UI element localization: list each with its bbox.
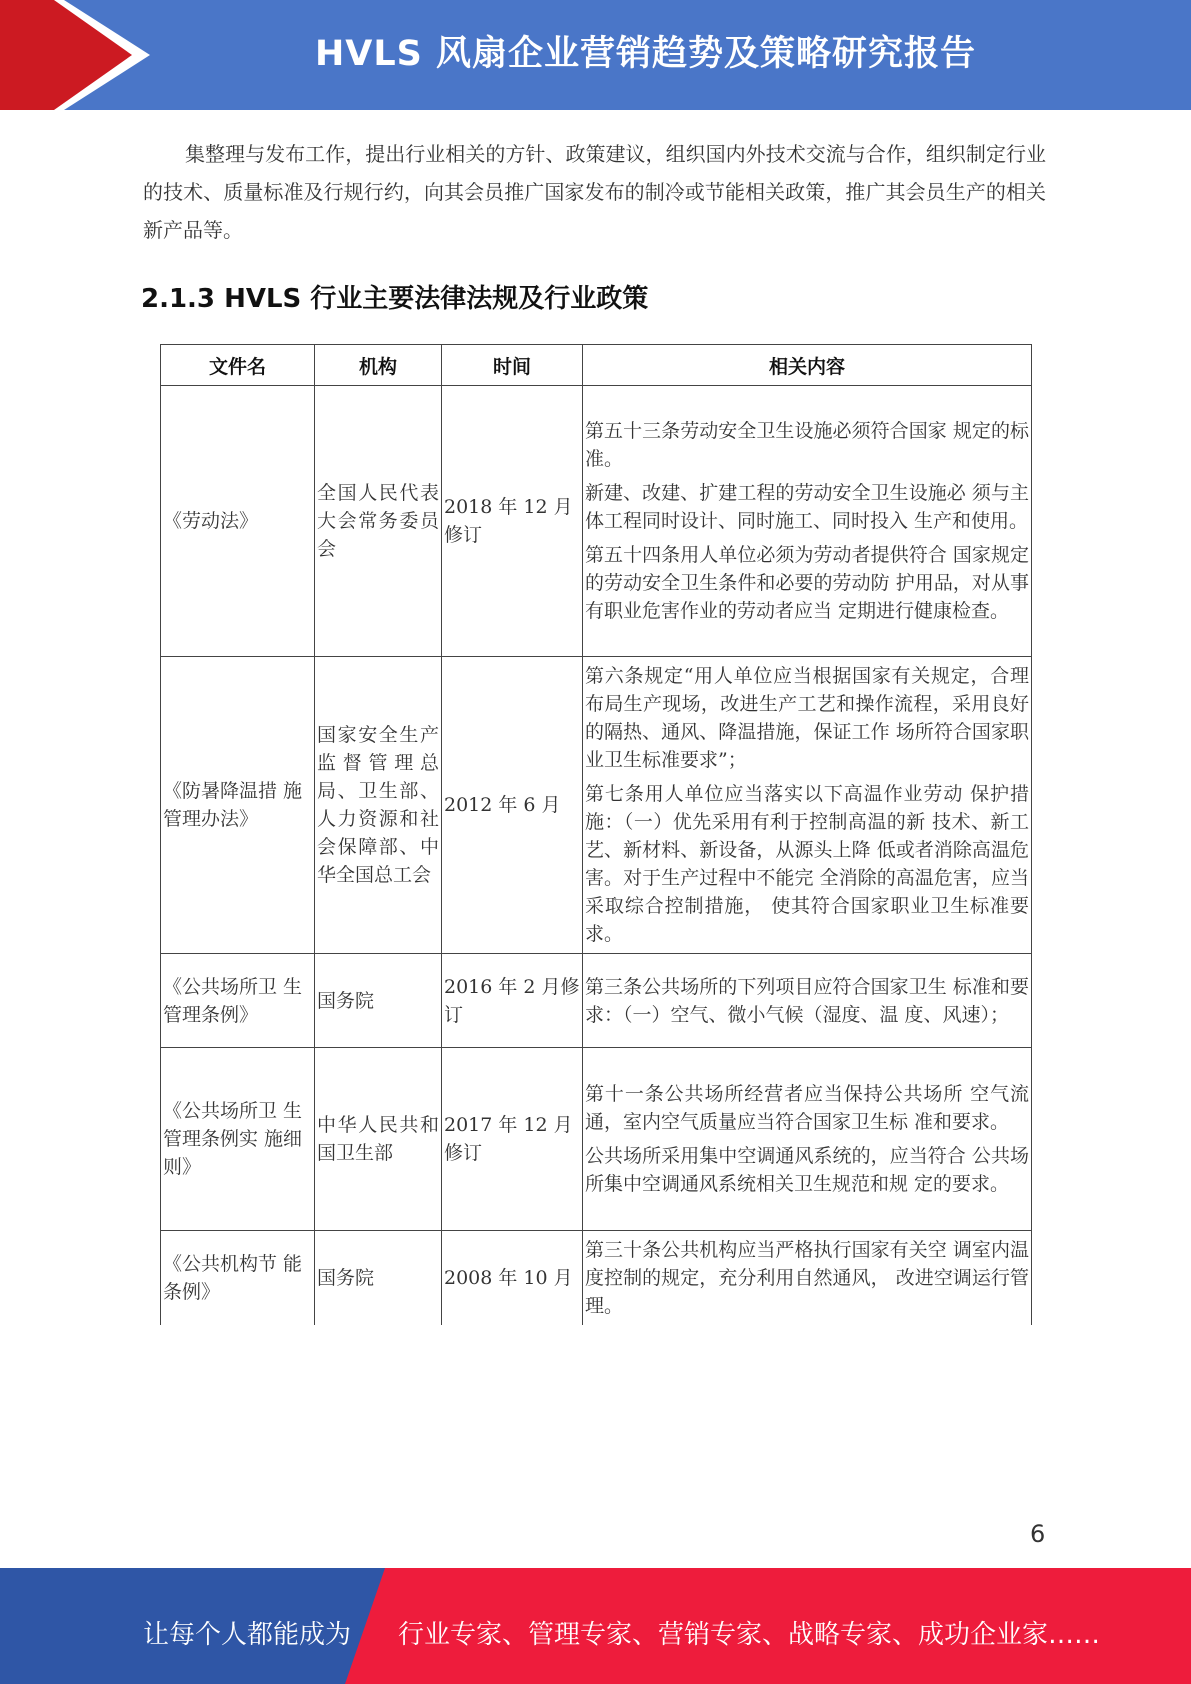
- cell-time: 2008 年 10 月: [442, 1231, 583, 1326]
- table-row: [161, 657, 1032, 954]
- table-header-row: [161, 345, 1032, 386]
- cell-doc: 《公共场所卫 生管理条例》: [161, 954, 315, 1048]
- content-paragraph: 第十一条公共场所经营者应当保持公共场所 空气流通，室内空气质量应当符合国家卫生标 准和要求。: [585, 1083, 1029, 1133]
- content-paragraph: 第三条公共场所的下列项目应符合国家卫生 标准和要求：（一）空气、微小气候（湿度、温 度、风速）；: [585, 975, 1029, 1026]
- cell-time: 2016 年 2 月修订: [442, 954, 583, 1048]
- cell-content: [583, 657, 1032, 954]
- cell-org: 国务院: [315, 1231, 442, 1326]
- column-header-time: 时间: [442, 345, 583, 386]
- content-paragraph: 第七条用人单位应当落实以下高温作业劳动 保护措施：（一）优先采用有利于控制高温的新 技术、新工艺、新材料、新设备，从源头上降 低或者消除高温危害。对于生产过程中不能完 全消除的高温危害，应当采取综合控制措施， 使其符合国家职业卫生标准要求。: [585, 783, 1029, 945]
- cell-org: 国家安全生产监督管理总局、卫生部、人力资源和社会保障部、中华全国总工会: [315, 657, 442, 954]
- section-heading: 2.1.3 HVLS 行业主要法律法规及行业政策: [141, 284, 649, 314]
- column-header-content: 相关内容: [583, 345, 1032, 386]
- table-row: [161, 1231, 1032, 1326]
- content-paragraph: 第五十四条用人单位必须为劳动者提供符合 国家规定的劳动安全卫生条件和必要的劳动防 护用品，对从事有职业危害作业的劳动者应当 定期进行健康检查。: [585, 544, 1029, 622]
- regulations-table: [160, 344, 1032, 1325]
- content-paragraph: 第五十三条劳动安全卫生设施必须符合国家 规定的标准。: [585, 420, 1029, 470]
- table-row: [161, 954, 1032, 1048]
- page-header: [0, 0, 1191, 110]
- table-row: [161, 386, 1032, 657]
- page-footer: [0, 1568, 1191, 1684]
- column-header-doc: 文件名: [161, 345, 315, 386]
- table-row: [161, 1048, 1032, 1231]
- report-title: HVLS 风扇企业营销趋势及策略研究报告: [314, 34, 977, 74]
- cell-content: [583, 1231, 1032, 1326]
- cell-content: [583, 386, 1032, 657]
- content-paragraph: 公共场所采用集中空调通风系统的，应当符合 公共场所集中空调通风系统相关卫生规范和规 定的要求。: [585, 1145, 1029, 1195]
- footer-slogan-left: 让每个人都能成为: [143, 1620, 352, 1650]
- intro-paragraph: 集整理与发布工作，提出行业相关的方针、政策建议，组织国内外技术交流与合作，组织制定行业的技术、质量标准及行规行约，向其会员推广国家发布的制冷或节能相关政策，推广其会员生产的相关新产品等。: [143, 142, 1046, 242]
- cell-doc: 《公共场所卫 生管理条例实 施细则》: [161, 1048, 315, 1231]
- cell-time: 2012 年 6 月: [442, 657, 583, 954]
- cell-time: 2017 年 12 月修订: [442, 1048, 583, 1231]
- cell-content: [583, 1048, 1032, 1231]
- content-paragraph: 新建、改建、扩建工程的劳动安全卫生设施必 须与主体工程同时设计、同时施工、同时投入 生产和使用。: [585, 482, 1029, 532]
- cell-doc: 《防暑降温措 施管理办法》: [161, 657, 315, 954]
- content-paragraph: 第六条规定“用人单位应当根据国家有关规定，合理布局生产现场，改进生产工艺和操作流程，采用良好的隔热、通风、降温措施，保证工作 场所符合国家职业卫生标准要求”；: [585, 665, 1029, 771]
- cell-org: 国务院: [315, 954, 442, 1048]
- cell-content: [583, 954, 1032, 1048]
- content-paragraph: 第三十条公共机构应当严格执行国家有关空 调室内温度控制的规定，充分利用自然通风， 改进空调运行管理。: [585, 1239, 1029, 1317]
- cell-org: 中华人民共和国卫生部: [315, 1048, 442, 1231]
- cell-org: 全国人民代表大会常务委员会: [315, 386, 442, 657]
- footer-slogan-right: 行业专家、管理专家、营销专家、战略专家、成功企业家……: [398, 1620, 1101, 1650]
- cell-doc: 《劳动法》: [161, 386, 315, 657]
- cell-doc: 《公共机构节 能条例》: [161, 1231, 315, 1326]
- page-number: 6: [1030, 1520, 1046, 1548]
- cell-time: 2018 年 12 月修订: [442, 386, 583, 657]
- column-header-org: 机构: [315, 345, 442, 386]
